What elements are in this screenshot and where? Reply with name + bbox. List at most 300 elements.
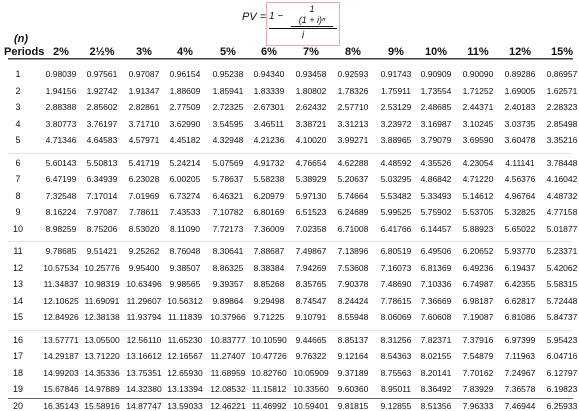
period-cell: 4 [15,118,21,129]
rate-header: 6% [261,46,277,58]
rate-header: 5% [220,46,236,58]
table-cell: 2.77509 [169,102,201,112]
table-cell: 0.96154 [169,69,201,79]
table-cell: 6.62817 [504,295,536,306]
table-cell: 5.78637 [212,174,244,184]
table-cell: 6.24689 [337,207,369,217]
table-cell: 1.73554 [420,85,452,96]
period-cell: 17 [12,351,23,361]
formula-denominator: i [301,30,305,41]
table-cell: 3.03735 [504,118,536,129]
table-cell: 13.57771 [43,334,79,345]
table-cell: 7.90378 [337,279,369,289]
table-cell: 5.07569 [212,157,244,168]
table-cell: 3.79079 [420,135,452,145]
table-cell: 6.81086 [504,312,536,322]
table-cell: 3.38721 [295,118,327,129]
table-cell: 6.41766 [380,223,412,234]
period-cell: 20 [12,400,23,411]
table-cell: 1.91347 [128,85,160,96]
period-cell: 15 [12,312,23,322]
period-cell: 7 [15,174,21,184]
table-cell: 8.55948 [337,312,369,322]
table-cell: 11.34837 [43,279,79,289]
table-cell: 10.33560 [293,384,329,394]
table-cell: 11.46992 [251,400,287,411]
table-cell: 4.64583 [86,135,118,145]
table-cell: 0.90090 [462,69,494,79]
table-cell: 8.75206 [86,223,118,234]
table-cell: 4.77158 [546,207,578,217]
table-cell: 9.29498 [253,295,285,306]
table-cell: 2.85498 [546,118,578,129]
table-cell: 6.49506 [420,246,452,256]
period-cell: 11 [13,246,23,256]
table-cell: 5.97130 [295,190,327,201]
table-cell: 7.32548 [45,190,77,201]
table-cell: 5.53705 [462,207,494,217]
period-cell: 2 [15,85,21,96]
table-cell: 8.76048 [169,246,201,256]
table-cell: 5.42062 [546,262,578,273]
table-cell: 12.08532 [210,384,246,394]
table-cell: 2.40183 [504,102,536,112]
table-cell: 5.65022 [504,223,536,234]
table-cell: 6.74987 [462,279,494,289]
table-cell: 13.71220 [84,351,120,361]
table-cell: 15.67846 [43,384,79,394]
table-cell: 1.83339 [253,85,285,96]
table-cell: 3.76197 [86,118,118,129]
table-cell: 7.83929 [462,384,494,394]
table-cell: 4.86842 [420,174,452,184]
table-cell: 4.91732 [253,157,285,168]
table-cell: 6.97399 [504,334,536,345]
table-cell: 5.32825 [504,207,536,217]
table-cell: 3.88965 [380,135,412,145]
table-cell: 9.38507 [169,262,201,273]
table-cell: 0.94340 [253,69,285,79]
table-cell: 6.14457 [420,223,452,234]
table-cell: 7.36669 [420,295,452,306]
table-cell: 10.47726 [251,351,287,361]
table-cell: 0.91743 [380,69,412,79]
table-cell: 9.37189 [337,367,369,378]
table-cell: 1.75911 [380,85,412,96]
table-cell: 1.92742 [86,85,118,96]
table-cell: 6.73274 [169,190,201,201]
table-cell: 4.45182 [169,135,201,145]
table-cell: 2.57710 [337,102,369,112]
period-cell: 12 [12,262,23,273]
table-cell: 7.48690 [380,279,412,289]
table-cell: 7.97087 [86,207,118,217]
table-cell: 6.71008 [337,223,369,234]
table-cell: 14.35336 [84,367,120,378]
table-cell: 9.10791 [295,312,327,322]
table-cell: 4.56376 [504,174,536,184]
table-cell: 5.14612 [462,190,494,201]
formula-inner-numerator: 1 [309,4,315,14]
table-cell: 4.11141 [505,157,535,168]
table-cell: 5.24214 [169,157,201,168]
table-cell: 5.93770 [504,246,536,256]
table-cell: 10.98319 [84,279,120,289]
table-cell: 8.06069 [380,312,412,322]
period-cell: 6 [15,157,21,168]
table-cell: 8.02155 [420,351,452,361]
table-cell: 8.85268 [253,279,285,289]
table-cell: 6.25933 [546,400,578,411]
table-cell: 9.78685 [45,246,77,256]
table-cell: 7.94269 [295,262,327,273]
rate-header: 12% [508,46,532,58]
table-cell: 3.10245 [462,118,494,129]
table-cell: 12.46221 [210,400,246,411]
rate-header: 11% [467,46,489,58]
table-cell: 14.99203 [43,367,79,378]
table-cell: 0.90909 [420,69,452,79]
table-cell: 1.94156 [45,85,77,96]
table-cell: 2.53129 [380,102,412,112]
table-cell: 11.15812 [251,384,287,394]
bottom-rule [8,398,573,399]
table-cell: 9.81815 [337,400,369,411]
table-cell: 11.65230 [167,334,203,345]
table-cell: 5.53482 [380,190,412,201]
table-cell: 6.19437 [504,262,536,273]
table-cell: 12.38138 [84,312,120,322]
table-cell: 11.93794 [126,312,162,322]
formula-numerator-prefix: 1 − [269,11,284,22]
table-cell: 6.23028 [128,174,160,184]
table-cell: 12.65930 [167,367,203,378]
rate-header: 7% [303,46,319,58]
table-cell: 4.32948 [212,135,244,145]
table-cell: 7.78611 [128,207,160,217]
group-separator [8,330,573,331]
table-cell: 6.49236 [462,262,494,273]
table-cell: 8.35765 [295,279,327,289]
table-cell: 13.16612 [126,351,162,361]
table-cell: 5.84737 [546,312,578,322]
periods-header: Periods [4,46,45,58]
table-cell: 10.82760 [251,367,287,378]
table-cell: 6.34939 [86,174,118,184]
period-cell: 18 [12,367,23,378]
table-cell: 15.58916 [84,400,120,411]
table-cell: 0.93458 [295,69,327,79]
table-cell: 6.19823 [546,384,578,394]
formula-lhs: PV = [242,11,267,23]
table-cell: 5.23371 [546,246,578,256]
table-cell: 7.19087 [462,312,494,322]
table-cell: 8.75563 [380,367,412,378]
table-cell: 4.76654 [295,157,327,168]
table-cell: 5.38929 [295,174,327,184]
table-cell: 7.49867 [295,246,327,256]
period-cell: 19 [12,384,23,394]
table-cell: 11.69091 [84,295,120,306]
table-cell: 3.80773 [45,118,77,129]
period-cell: 3 [15,102,21,112]
table-cell: 9.95400 [128,262,160,273]
table-cell: 8.86325 [212,262,244,273]
n-label: (n) [14,33,29,45]
rate-header: 2½% [89,46,115,58]
table-cell: 7.16073 [380,262,412,273]
table-cell: 0.98039 [45,69,77,79]
table-cell: 8.31256 [380,334,412,345]
table-cell: 2.67301 [253,102,285,112]
table-cell: 7.11963 [504,351,536,361]
rate-header: 8% [345,46,361,58]
table-cell: 6.98187 [462,295,494,306]
rate-header: 4% [177,46,193,58]
table-cell: 7.46944 [504,400,536,411]
table-cell: 8.98259 [45,223,77,234]
group-separator [8,153,573,154]
table-cell: 7.37916 [462,334,494,345]
table-cell: 5.41719 [128,157,160,168]
table-cell: 10.05909 [293,367,329,378]
table-cell: 9.39357 [212,279,244,289]
table-cell: 7.02358 [295,223,327,234]
table-cell: 14.32380 [126,384,162,394]
table-cell: 8.16224 [45,207,77,217]
table-cell: 8.53020 [128,223,160,234]
table-cell: 6.51523 [295,207,327,217]
table-cell: 11.11839 [167,312,203,322]
table-cell: 4.35526 [420,157,452,168]
table-cell: 10.37966 [210,312,246,322]
table-cell: 1.69005 [504,85,536,96]
table-cell: 6.46321 [212,190,244,201]
table-cell: 1.88609 [169,85,201,96]
table-cell: 6.80169 [253,207,285,217]
table-cell: 2.28323 [546,102,578,112]
table-cell: 7.72173 [212,223,244,234]
table-cell: 0.92593 [337,69,369,79]
table-cell: 12.84926 [43,312,79,322]
table-cell: 10.25776 [84,262,120,273]
formula-inner-denominator: (1 + i)ⁿ [291,14,333,27]
table-cell: 3.60478 [504,135,536,145]
table-cell: 8.85137 [337,334,369,345]
table-cell: 14.29187 [43,351,79,361]
table-cell: 3.78448 [546,157,578,168]
table-cell: 7.88687 [253,246,285,256]
table-cell: 5.58315 [546,279,578,289]
rate-header: 3% [136,46,152,58]
table-cell: 7.82371 [420,334,452,345]
period-cell: 8 [15,190,21,201]
table-cell: 6.42355 [504,279,536,289]
table-cell: 10.57534 [43,262,79,273]
table-cell: 12.56110 [126,334,162,345]
rate-header: 15% [550,46,574,58]
table-cell: 3.35216 [546,135,578,145]
table-cell: 3.31213 [337,118,369,129]
table-cell: 5.74664 [337,190,369,201]
table-cell: 6.04716 [546,351,578,361]
table-cell: 9.98565 [169,279,201,289]
table-cell: 5.60143 [45,157,77,168]
table-cell: 0.97087 [128,69,160,79]
rate-header: 10% [424,46,448,58]
table-cell: 6.81369 [420,262,452,273]
period-cell: 1 [15,69,21,79]
table-cell: 6.47199 [45,174,77,184]
table-cell: 7.53608 [337,262,369,273]
period-cell: 14 [12,295,23,306]
table-cell: 7.24967 [504,367,536,378]
table-cell: 7.54879 [462,351,494,361]
table-cell: 6.20652 [462,246,494,256]
period-cell: 16 [12,334,23,345]
table-cell: 4.71220 [462,174,494,184]
table-cell: 4.21236 [253,135,285,145]
table-cell: 5.20637 [337,174,369,184]
table-cell: 8.95011 [380,384,412,394]
header-rule-secondary [8,59,573,60]
table-cell: 3.23972 [380,118,412,129]
period-cell: 13 [12,279,23,289]
table-cell: 4.48592 [380,157,412,168]
table-cell: 7.10336 [420,279,452,289]
table-cell: 4.96764 [504,190,536,201]
table-cell: 1.62571 [546,85,578,96]
table-cell: 4.23054 [462,157,494,168]
table-cell: 8.38384 [253,262,285,273]
table-cell: 9.12164 [337,351,369,361]
table-cell: 13.05500 [84,334,120,345]
table-cell: 5.88923 [462,223,494,234]
table-cell: 5.03295 [380,174,412,184]
table-cell: 2.62432 [295,102,327,112]
table-cell: 9.12855 [380,400,412,411]
table-cell: 5.50813 [86,157,118,168]
table-cell: 5.95423 [546,334,578,345]
table-cell: 3.16987 [420,118,452,129]
table-cell: 2.44371 [462,102,494,112]
table-cell: 10.10590 [251,334,287,345]
table-cell: 4.48732 [546,190,578,201]
table-cell: 1.85941 [212,85,244,96]
table-cell: 14.87747 [126,400,162,411]
table-cell: 0.86957 [546,69,578,79]
table-cell: 8.24424 [337,295,369,306]
table-cell: 11.29607 [126,295,162,306]
table-cell: 8.74547 [295,295,327,306]
table-cell: 6.00205 [169,174,201,184]
table-cell: 11.68959 [210,367,246,378]
table-cell: 3.62990 [169,118,201,129]
table-cell: 7.36578 [504,384,536,394]
period-cell: 9 [15,207,21,217]
table-cell: 9.60360 [337,384,369,394]
table-cell: 9.76322 [295,351,327,361]
group-separator [8,241,573,242]
table-cell: 8.36492 [420,384,452,394]
table-cell: 9.25262 [128,246,160,256]
table-cell: 7.60608 [420,312,452,322]
table-cell: 2.85602 [86,102,118,112]
table-cell: 5.58238 [253,174,285,184]
table-cell: 7.78615 [380,295,412,306]
table-cell: 7.96333 [462,400,494,411]
table-cell: 0.89286 [504,69,536,79]
table-cell: 4.10020 [295,135,327,145]
table-cell: 2.48685 [420,102,452,112]
table-cell: 7.13896 [337,246,369,256]
table-cell: 5.99525 [380,207,412,217]
table-cell: 2.88388 [45,102,77,112]
table-cell: 5.75902 [420,207,452,217]
table-cell: 8.54363 [380,351,412,361]
table-cell: 9.89864 [212,295,244,306]
table-cell: 13.75351 [126,367,162,378]
table-cell: 9.51421 [86,246,118,256]
table-cell: 3.69590 [462,135,494,145]
rate-header: 9% [388,46,404,58]
table-cell: 2.72325 [212,102,244,112]
table-cell: 6.20979 [253,190,285,201]
period-cell: 5 [15,135,21,145]
table-cell: 5.01877 [546,223,578,234]
table-cell: 3.54595 [212,118,244,129]
table-cell: 4.57971 [128,135,160,145]
table-cell: 8.20141 [420,367,452,378]
table-cell: 1.71252 [462,85,494,96]
table-cell: 6.12797 [546,367,578,378]
table-cell: 9.71225 [253,312,285,322]
table-cell: 7.17014 [86,190,118,201]
table-cell: 11.27407 [210,351,246,361]
table-cell: 14.97889 [84,384,120,394]
table-cell: 8.51356 [420,400,452,411]
table-cell: 16.35143 [43,400,79,411]
table-cell: 8.11090 [169,223,201,234]
table-cell: 1.78326 [337,85,369,96]
table-cell: 3.46511 [253,118,285,129]
table-cell: 2.82861 [128,102,160,112]
table-cell: 13.59033 [167,400,203,411]
table-cell: 10.83777 [210,334,246,345]
table-cell: 7.36009 [253,223,285,234]
table-cell: 3.99271 [337,135,369,145]
table-cell: 1.80802 [295,85,327,96]
table-cell: 12.10625 [43,295,79,306]
table-cell: 8.30641 [212,246,244,256]
table-cell: 7.01969 [128,190,160,201]
table-cell: 7.43533 [169,207,201,217]
table-cell: 10.56312 [167,295,203,306]
table-cell: 0.97561 [86,69,118,79]
table-cell: 3.71710 [128,118,160,129]
table-cell: 10.59401 [293,400,329,411]
period-cell: 10 [12,223,23,234]
table-cell: 5.72448 [546,295,578,306]
table-cell: 7.10782 [212,207,244,217]
table-cell: 13.13394 [167,384,203,394]
table-cell: 10.63496 [126,279,162,289]
table-cell: 5.33493 [420,190,452,201]
table-cell: 7.70162 [462,367,494,378]
table-cell: 9.44665 [295,334,327,345]
table-cell: 4.71346 [45,135,77,145]
table-cell: 0.95238 [212,69,244,79]
